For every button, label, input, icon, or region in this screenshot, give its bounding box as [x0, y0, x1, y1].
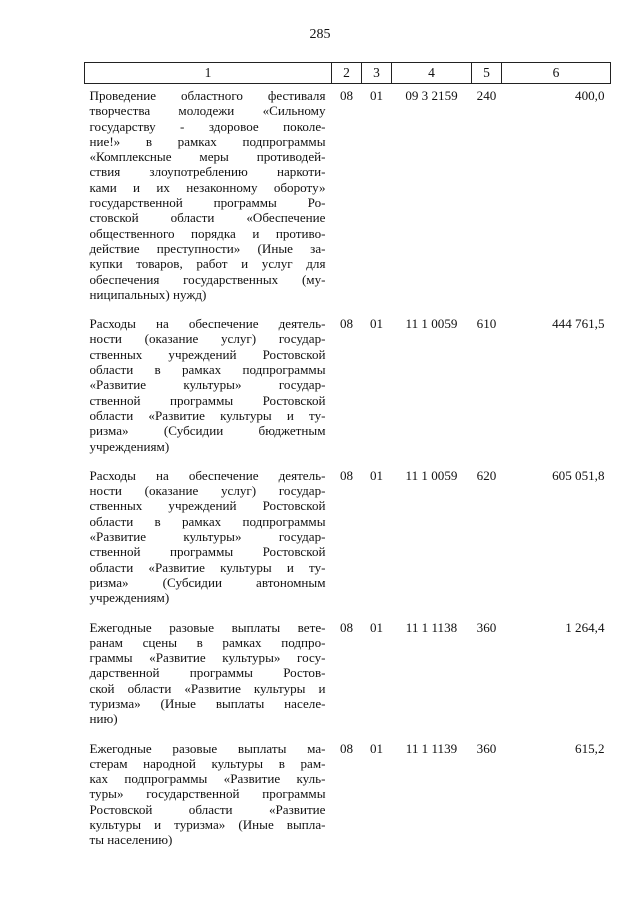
description-line: Проведение областного фестиваля: [89, 88, 326, 103]
description-line: ризма» (Субсидии автономным: [89, 574, 326, 590]
table-row: [85, 737, 611, 848]
row-description: [85, 84, 332, 303]
description-line: государству - здоровое поколе-: [89, 118, 326, 134]
row-amount: 444 761,5: [552, 316, 605, 332]
description-line: учреждениям): [89, 590, 170, 606]
row-subsection-code: 01: [369, 740, 384, 756]
description-line: учреждениям): [89, 438, 170, 454]
description-line: ранам сцены в рамках подпро-: [89, 634, 326, 650]
description-line: нию): [89, 711, 118, 727]
row-amount: 400,0: [575, 88, 605, 103]
description-line: ственной программы Ростовской: [89, 392, 326, 408]
header-col-2: 2: [332, 63, 362, 84]
description-line: ствия злоупотреблению наркоти-: [89, 164, 326, 180]
description-line: «Развитие культуры» государ-: [89, 529, 326, 545]
description-line: «Комплексные меры противодей-: [89, 149, 326, 165]
row-description: [85, 616, 332, 727]
description-line: творчества молодежи «Сильному: [89, 103, 326, 119]
row-description: [85, 464, 332, 606]
description-line: общественного порядка и противо-: [89, 225, 326, 241]
row-amount: 605 051,8: [552, 467, 605, 483]
description-line: ности (оказание услуг) государ-: [89, 483, 326, 499]
row-subsection-code: 01: [369, 88, 384, 103]
header-col-6: 6: [502, 63, 611, 84]
header-col-3: 3: [362, 63, 392, 84]
row-description: [85, 737, 332, 848]
description-line: ты населению): [89, 832, 173, 848]
table-row: [85, 616, 611, 727]
row-section-code: 08: [339, 316, 354, 332]
page-number: 285: [309, 27, 331, 42]
description-line: ственной программы Ростовской: [89, 544, 326, 560]
description-line: ности (оказание услуг) государ-: [89, 331, 326, 347]
description-line: ниципальных) нужд): [89, 286, 207, 302]
description-line: обеспечения государственных (му-: [89, 271, 326, 287]
description-line: стовской области «Обеспечение: [89, 210, 326, 226]
row-amount: 615,2: [575, 740, 605, 756]
description-line: ками и их незаконному обороту»: [89, 179, 326, 195]
header-col-1: 1: [85, 63, 332, 84]
row-target-article: 11 1 1139: [405, 740, 458, 756]
description-line: Ростовской области «Развитие: [89, 801, 326, 817]
row-expense-type: 620: [476, 467, 497, 483]
table-row: [85, 84, 611, 303]
row-spacer: [85, 454, 611, 464]
table-row: [85, 312, 611, 454]
budget-table: [84, 62, 611, 848]
header-col-4: 4: [392, 63, 472, 84]
description-line: действие преступности» (Иные за-: [89, 240, 326, 256]
row-amount: 1 264,4: [565, 619, 605, 635]
row-spacer: [85, 727, 611, 737]
description-line: граммы «Развитие культуры» госу-: [89, 650, 326, 666]
description-line: области в рамках подпрограммы: [89, 513, 326, 529]
description-line: Расходы на обеспечение деятель-: [89, 316, 326, 332]
description-line: стерам народной культуры в рам-: [89, 755, 326, 771]
row-subsection-code: 01: [369, 619, 384, 635]
row-expense-type: 610: [476, 316, 497, 332]
row-spacer: [85, 302, 611, 312]
row-spacer-cell: [85, 727, 611, 737]
description-line: дарственной программы Ростов-: [89, 665, 326, 681]
description-line: «Развитие культуры» государ-: [89, 377, 326, 393]
description-line: ственных учреждений Ростовской: [89, 346, 326, 362]
description-line: ственных учреждений Ростовской: [89, 498, 326, 514]
table-header-row: [85, 63, 611, 84]
description-line: государственной программы Ро-: [89, 195, 326, 211]
description-line: купки товаров, работ и услуг для: [89, 256, 326, 272]
row-spacer-cell: [85, 302, 611, 312]
row-section-code: 08: [339, 740, 354, 756]
row-spacer-cell: [85, 454, 611, 464]
description-line: ризма» (Субсидии бюджетным: [89, 423, 326, 439]
row-target-article: 11 1 0059: [405, 467, 458, 483]
row-spacer-cell: [85, 606, 611, 616]
row-target-article: 11 1 0059: [405, 316, 458, 332]
description-line: культуры и туризма» (Иные выпла-: [89, 817, 326, 833]
row-subsection-code: 01: [369, 467, 384, 483]
table-row: [85, 464, 611, 606]
row-description: [85, 312, 332, 454]
row-section-code: 08: [339, 619, 354, 635]
header-col-5: 5: [472, 63, 502, 84]
description-line: Расходы на обеспечение деятель-: [89, 467, 326, 483]
description-line: области в рамках подпрограммы: [89, 362, 326, 378]
description-line: области «Развитие культуры и ту-: [89, 407, 326, 423]
row-section-code: 08: [339, 467, 354, 483]
row-expense-type: 360: [476, 619, 497, 635]
description-line: ние!» в рамках подпрограммы: [89, 133, 326, 149]
description-line: ской области «Развитие культуры и: [89, 680, 326, 696]
description-line: туры» государственной программы: [89, 786, 326, 802]
row-section-code: 08: [339, 88, 354, 103]
row-expense-type: 240: [476, 88, 497, 103]
row-target-article: 11 1 1138: [405, 619, 458, 635]
table-body: [85, 84, 611, 848]
description-line: Ежегодные разовые выплаты вете-: [89, 619, 326, 635]
row-spacer: [85, 606, 611, 616]
row-expense-type: 360: [476, 740, 497, 756]
description-line: туризма» (Иные выплаты населе-: [89, 695, 326, 711]
row-subsection-code: 01: [369, 316, 384, 332]
row-target-article: 09 3 2159: [405, 88, 458, 103]
description-line: ках подпрограммы «Развитие куль-: [89, 771, 326, 787]
description-line: Ежегодные разовые выплаты ма-: [89, 740, 326, 756]
description-line: области «Развитие культуры и ту-: [89, 559, 326, 575]
